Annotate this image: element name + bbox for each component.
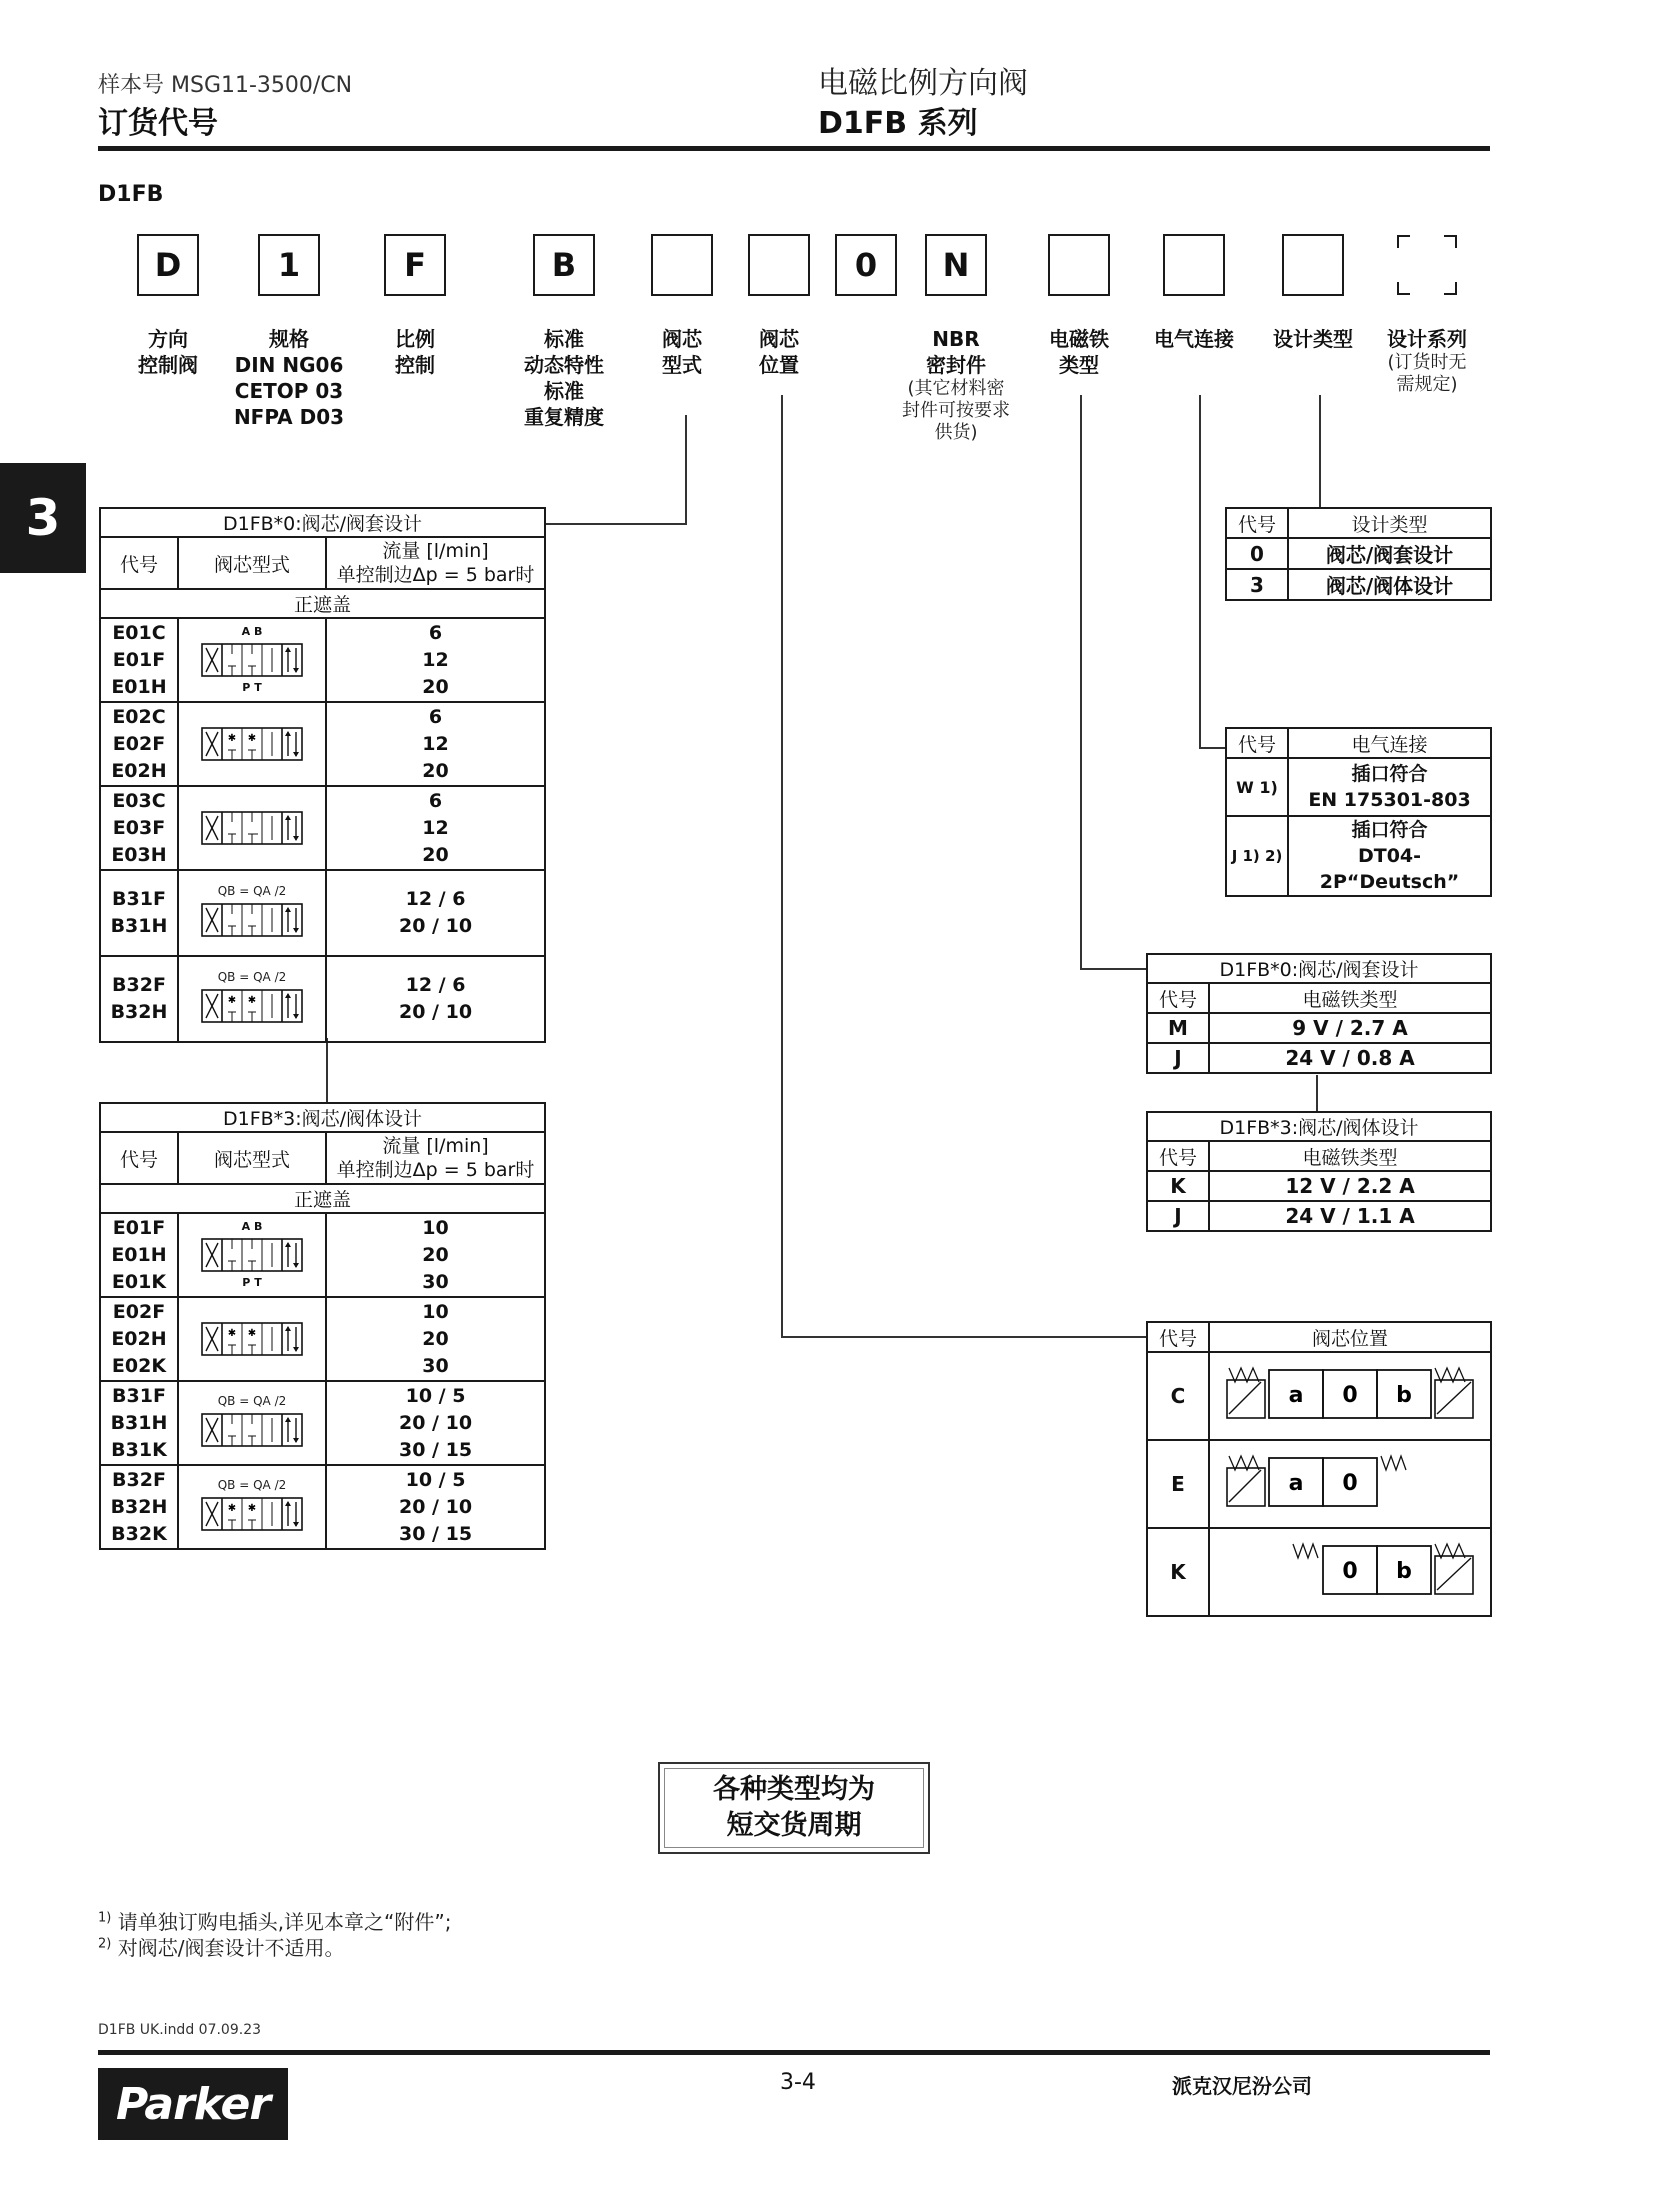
model-label: D1FB [98,182,164,207]
series-title: D1FB 系列 [818,106,978,141]
solenoid-code: M [1147,1013,1209,1043]
footnote-2: $^{2)}$ 对阀芯/阀套设计不适用。 [98,1936,345,1960]
svg-text:0: 0 [1342,1382,1358,1408]
code-box-label: NBR 密封件 (其它材料密 封件可按要求 供货) [902,327,1010,443]
spool-table-sleeve [99,507,546,1043]
parker-logo: Parker [98,2068,288,2140]
position-code: K [1147,1528,1209,1616]
col-connection: 电气连接 [1288,728,1491,758]
section-label: 正遮盖 [100,589,545,618]
col-code: 代号 [1147,1322,1209,1352]
spool-position-table [1146,1321,1492,1617]
spool-row [100,702,545,786]
col-code: 代号 [100,1132,178,1184]
footer-rule [98,2050,1490,2055]
table-caption: D1FB*0:阀芯/阀套设计 [1147,954,1491,983]
code-box: F [384,234,446,296]
spool-flows: 12 / 6 20 / 10 [326,956,545,1042]
code-box-label: 阀芯 位置 [759,327,799,377]
col-solenoid: 电磁铁类型 [1209,983,1491,1013]
port-label-ab: A B [241,625,263,638]
position-code: E [1147,1440,1209,1528]
code-box-label: 电磁铁 类型 [1049,327,1109,377]
position-symbol [1209,1440,1491,1528]
position-row [1147,1440,1491,1528]
notice-line1: 各种类型均为 [713,1774,875,1805]
spool-symbol [178,1213,326,1297]
spool-flows: 10 / 5 20 / 10 30 / 15 [326,1465,545,1549]
spool-symbol [178,786,326,870]
col-flow: 流量 [l/min] 单控制边Δp = 5 bar时 [326,537,545,589]
spool-flows: 6 12 20 [326,702,545,786]
spool-codes: E03C E03F E03H [100,786,178,870]
spool-flows: 6 12 20 [326,618,545,702]
design-code: 3 [1226,569,1288,600]
short-delivery-notice [658,1762,930,1854]
chapter-tab: 3 [0,463,86,573]
position-row [1147,1352,1491,1440]
table-caption: D1FB*3:阀芯/阀体设计 [1147,1112,1491,1141]
solenoid-spec: 24 V / 1.1 A [1209,1201,1491,1231]
header-rule [98,146,1490,151]
svg-text:0: 0 [1342,1558,1358,1584]
col-code: 代号 [1226,508,1288,538]
code-box: D [137,234,199,296]
connection-name: 插口符合 DT04-2P“Deutsch” [1288,816,1491,896]
code-box-label: 标准 动态特性 标准 重复精度 [524,327,604,429]
port-label-pt: P T [242,681,262,694]
table-caption: D1FB*0:阀芯/阀套设计 [100,508,545,537]
col-code: 代号 [1147,1141,1209,1171]
svg-text:b: b [1396,1558,1412,1584]
code-box-label: 设计系列 (订货时无 需规定) [1387,327,1467,395]
design-name: 阀芯/阀体设计 [1288,569,1491,600]
design-code: 0 [1226,538,1288,569]
svg-text:✱: ✱ [247,733,257,744]
col-solenoid: 电磁铁类型 [1209,1141,1491,1171]
position-row [1147,1528,1491,1616]
spool-table-body [99,1102,546,1550]
code-box [748,234,810,296]
spool-row [100,956,545,1042]
col-position: 阀芯位置 [1209,1322,1491,1352]
flow-ratio-note: QB = QA /2 [217,1394,287,1408]
code-box: B [533,234,595,296]
spool-symbol [178,1381,326,1465]
spool-codes: B32F B32H [100,956,178,1042]
col-spool-type: 阀芯型式 [178,537,326,589]
solenoid-table-body [1146,1111,1492,1232]
spool-row [100,1381,545,1465]
connection-name: 插口符合 EN 175301-803 [1288,758,1491,816]
col-spool-type: 阀芯型式 [178,1132,326,1184]
solenoid-spec: 24 V / 0.8 A [1209,1043,1491,1073]
spool-symbol [178,1297,326,1381]
col-code: 代号 [1226,728,1288,758]
spool-symbol [178,618,326,702]
svg-text:✱: ✱ [227,1328,237,1339]
flow-ratio-note: QB = QA /2 [217,970,287,984]
spool-row [100,1297,545,1381]
code-box: 1 [258,234,320,296]
company-name: 派克汉尼汾公司 [1172,2074,1312,2098]
code-box [1163,234,1225,296]
code-box [651,234,713,296]
spool-row [100,1465,545,1549]
solenoid-code: J [1147,1201,1209,1231]
solenoid-code: J [1147,1043,1209,1073]
spool-flows: 6 12 20 [326,786,545,870]
spool-row [100,618,545,702]
solenoid-code: K [1147,1171,1209,1201]
svg-text:a: a [1288,1382,1304,1408]
spool-symbol [178,956,326,1042]
code-box [1396,234,1458,296]
section-title: 订货代号 [98,106,218,141]
spool-codes: B32F B32H B32K [100,1465,178,1549]
port-label-pt: P T [242,1276,262,1289]
col-flow: 流量 [l/min] 单控制边Δp = 5 bar时 [326,1132,545,1184]
spool-symbol [178,702,326,786]
spool-codes: E01C E01F E01H [100,618,178,702]
svg-text:✱: ✱ [227,1503,237,1514]
design-type-table [1225,507,1492,601]
spool-row [100,786,545,870]
spool-flows: 10 / 5 20 / 10 30 / 15 [326,1381,545,1465]
spool-flows: 10 20 30 [326,1297,545,1381]
page-number: 3-4 [780,2070,816,2095]
electrical-connection-table [1225,727,1492,897]
connection-code: W 1) [1226,758,1288,816]
svg-text:✱: ✱ [227,733,237,744]
col-code: 代号 [100,537,178,589]
spool-row [100,1213,545,1297]
spool-symbol [178,1465,326,1549]
connection-code: J 1) 2) [1226,816,1288,896]
solenoid-spec: 9 V / 2.7 A [1209,1013,1491,1043]
spool-symbol [178,870,326,956]
spool-codes: E02F E02H E02K [100,1297,178,1381]
spool-codes: B31F B31H B31K [100,1381,178,1465]
section-label: 正遮盖 [100,1184,545,1213]
col-design-type: 设计类型 [1288,508,1491,538]
catalog-number: 样本号 MSG11-3500/CN [98,73,353,98]
svg-text:0: 0 [1342,1470,1358,1496]
svg-text:✱: ✱ [247,995,257,1006]
code-box [1282,234,1344,296]
file-info: D1FB UK.indd 07.09.23 [98,2022,262,2038]
code-box-label: 比例 控制 [395,327,435,377]
code-box [1048,234,1110,296]
solenoid-spec: 12 V / 2.2 A [1209,1171,1491,1201]
spool-row [100,870,545,956]
port-label-ab: A B [241,1220,263,1233]
spool-flows: 12 / 6 20 / 10 [326,870,545,956]
footnote-1: $^{1)}$ 请单独订购电插头,详见本章之“附件”; [98,1910,452,1934]
table-caption: D1FB*3:阀芯/阀体设计 [100,1103,545,1132]
position-code: C [1147,1352,1209,1440]
code-box-label: 规格 DIN NG06 CETOP 03 NFPA D03 [233,327,345,429]
design-name: 阀芯/阀套设计 [1288,538,1491,569]
svg-text:a: a [1288,1470,1304,1496]
solenoid-table-sleeve [1146,953,1492,1074]
flow-ratio-note: QB = QA /2 [217,884,287,898]
code-box-label: 方向 控制阀 [138,327,198,377]
position-symbol [1209,1528,1491,1616]
spool-codes: B31F B31H [100,870,178,956]
product-title: 电磁比例方向阀 [818,66,1028,101]
position-symbol [1209,1352,1491,1440]
svg-text:✱: ✱ [227,995,237,1006]
col-code: 代号 [1147,983,1209,1013]
spool-codes: E02C E02F E02H [100,702,178,786]
code-box: 0 [835,234,897,296]
svg-text:b: b [1396,1382,1412,1408]
flow-ratio-note: QB = QA /2 [217,1478,287,1492]
svg-text:✱: ✱ [247,1328,257,1339]
code-box-label: 电气连接 [1154,327,1234,351]
svg-text:✱: ✱ [247,1503,257,1514]
spool-codes: E01F E01H E01K [100,1213,178,1297]
spool-flows: 10 20 30 [326,1213,545,1297]
notice-line2: 短交货周期 [726,1810,862,1841]
code-box-label: 阀芯 型式 [662,327,702,377]
code-box: N [925,234,987,296]
code-box-label: 设计类型 [1273,327,1353,351]
